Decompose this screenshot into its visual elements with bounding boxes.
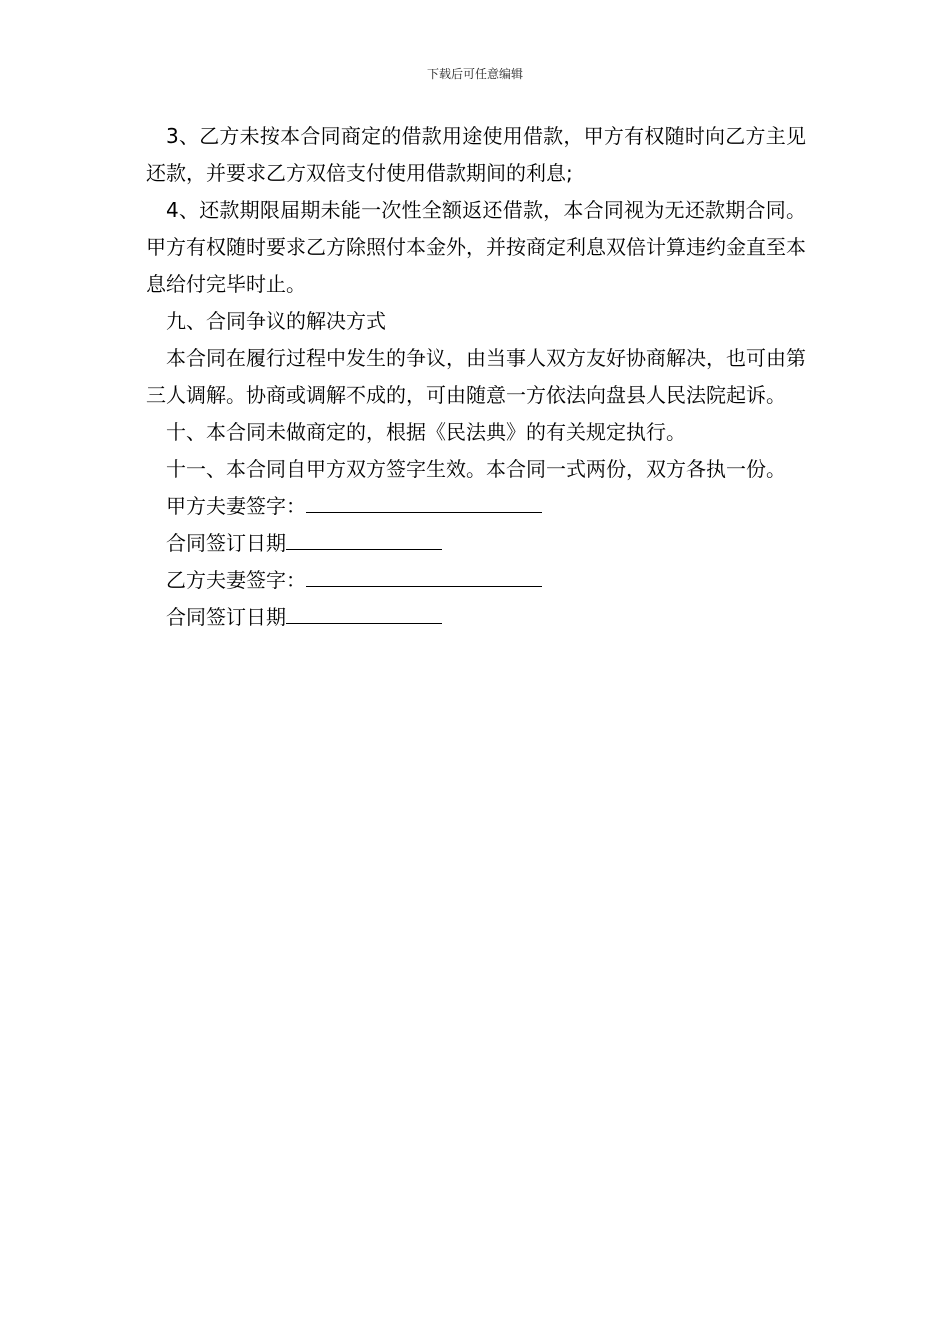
party-b-date-line [146, 599, 806, 636]
section-9-heading: 九、合同争议的解决方式 [166, 309, 386, 333]
party-b-signature-label: 乙方夫妻签字： [166, 568, 306, 592]
party-b-date-label: 合同签订日期 [166, 605, 286, 629]
party-b-date-blank[interactable] [286, 599, 442, 624]
section-11: 十一、本合同自甲方双方签字生效。本合同一式两份，双方各执一份。 [166, 457, 786, 481]
party-a-date-blank[interactable] [286, 525, 442, 550]
clause-8-item-3: 3、乙方未按本合同商定的借款用途使用借款，甲方有权随时向乙方主见还款，并要求乙方双倍支付使用借款期间的利息; [146, 124, 806, 185]
section-9-body: 本合同在履行过程中发生的争议，由当事人双方友好协商解决，也可由第三人调解。协商或调解不成的，可由随意一方依法向盘县人民法院起诉。 [146, 346, 806, 407]
party-a-signature-line [146, 488, 806, 525]
document-body [146, 118, 806, 636]
page-header: 下载后可任意编辑 [426, 67, 523, 81]
party-a-signature-blank[interactable] [306, 488, 542, 513]
party-b-signature-blank[interactable] [306, 562, 542, 587]
party-a-date-label: 合同签订日期 [166, 531, 286, 555]
party-a-date-line [146, 525, 806, 562]
party-a-signature-label: 甲方夫妻签字： [166, 494, 306, 518]
section-10: 十、本合同未做商定的，根据《民法典》的有关规定执行。 [166, 420, 686, 444]
party-b-signature-line [146, 562, 806, 599]
clause-8-item-4: 4、还款期限届期未能一次性全额返还借款，本合同视为无还款期合同。甲方有权随时要求乙方除照付本金外，并按商定利息双倍计算违约金直至本息给付完毕时止。 [146, 198, 806, 296]
